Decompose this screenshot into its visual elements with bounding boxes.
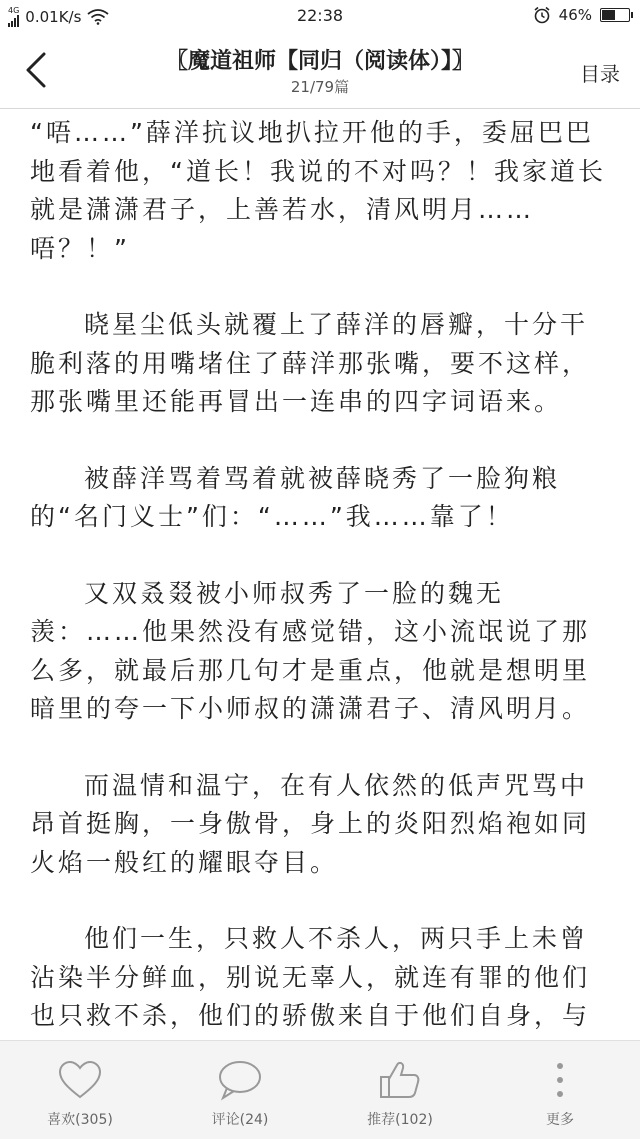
like-button[interactable] bbox=[0, 1041, 160, 1139]
battery-icon bbox=[600, 8, 630, 22]
network-type: 4G bbox=[8, 6, 20, 15]
chapter-title: 〖魔道祖师【同归（阅读体）】〗 bbox=[165, 49, 474, 74]
comment-button[interactable] bbox=[160, 1041, 320, 1139]
comment-icon bbox=[217, 1057, 263, 1103]
paragraph: 而温情和温宁，在有人依然的低声咒骂中昂首挺胸，一身傲骨，身上的炎阳烈焰袍如同火焰一般红的耀眼夺目。 bbox=[30, 770, 591, 877]
status-time: 22:38 bbox=[296, 6, 344, 25]
more-button[interactable] bbox=[480, 1041, 640, 1139]
recommend-button[interactable] bbox=[320, 1041, 480, 1139]
paragraph: 被薛洋骂着骂着就被薛晓秀了一脸狗粮的“名门义士”们：“……”我……靠了！ bbox=[30, 463, 561, 531]
bottom-action-bar bbox=[0, 1040, 640, 1139]
table-of-contents-button[interactable]: 目录 bbox=[580, 62, 620, 86]
status-right bbox=[533, 6, 630, 24]
thumbs-up-icon bbox=[377, 1057, 423, 1103]
paragraph: “唔……”薛洋抗议地扒拉开他的手，委屈巴巴地看着他，“道长！我说的不对吗？！我家道长就是潇潇君子，上善若水，清风明月……唔？！” bbox=[30, 118, 606, 263]
chapter-progress: 21/79篇 bbox=[290, 78, 350, 96]
comment-label: 评论(24) bbox=[211, 1112, 269, 1128]
like-label: 喜欢(305) bbox=[47, 1112, 113, 1128]
heart-icon bbox=[57, 1057, 103, 1103]
paragraph: 晓星尘低头就覆上了薛洋的唇瓣，十分干脆利落的用嘴堵住了薛洋那张嘴，要不这样，那张嘴里还能再冒出一连串的四字词语来。 bbox=[30, 310, 591, 416]
more-label: 更多 bbox=[546, 1112, 574, 1128]
more-vertical-icon bbox=[537, 1057, 583, 1103]
paragraph: 他们一生，只救人不杀人，两只手上未曾沾染半分鲜血，别说无辜人，就连有罪的他们也只救不杀，他们的骄傲来自于他们自身，与 bbox=[30, 924, 591, 1030]
network-speed: 0.01K/s bbox=[25, 8, 82, 26]
recommend-label: 推荐(102) bbox=[367, 1112, 433, 1128]
alarm-clock-icon bbox=[533, 6, 551, 24]
paragraph: 又双叒叕被小师叔秀了一脸的魏无羡：……他果然没有感觉错，这小流氓说了那么多，就最后那几句才是重点，他就是想明里暗里的夸一下小师叔的潇潇君子、清风明月。 bbox=[30, 578, 591, 723]
chapter-content[interactable] bbox=[30, 110, 610, 1040]
reader-header bbox=[0, 32, 640, 109]
status-bar bbox=[0, 0, 640, 32]
battery-percent: 46% bbox=[558, 6, 592, 24]
battery-fill bbox=[602, 10, 615, 20]
